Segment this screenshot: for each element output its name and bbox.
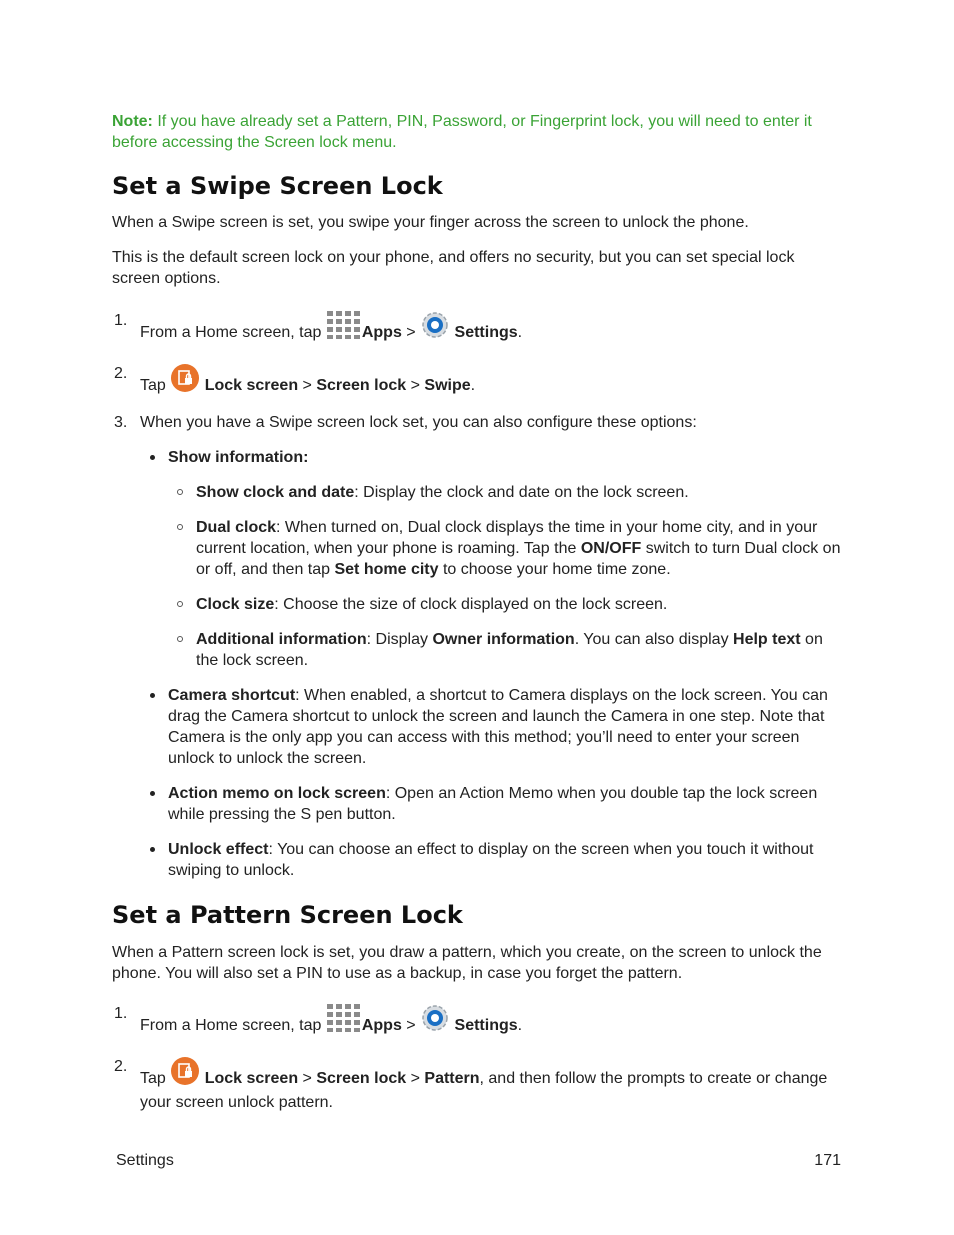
swipe-step-3: 3. When you have a Swipe screen lock set, you can also configure these options: xyxy=(114,414,697,431)
note-text: If you have already set a Pattern, PIN, Password, or Fingerprint lock, you will need to enter it before accessing the Screen lock menu. xyxy=(112,113,812,151)
apps-grid-icon xyxy=(326,310,362,346)
bullet-dot xyxy=(150,693,155,698)
settings-label: Settings xyxy=(454,1017,518,1034)
document-page xyxy=(112,111,844,1113)
step-number: 3. xyxy=(114,414,128,431)
settings-gear-icon xyxy=(420,1003,450,1039)
settings-label: Settings xyxy=(454,324,518,341)
footer-section: Settings xyxy=(116,1152,174,1169)
circle-bullet xyxy=(177,636,183,642)
swipe-para-1: When a Swipe screen is set, you swipe your finger across the screen to unlock the phone. xyxy=(112,214,749,231)
sub-bullet-clock-date: Show clock and date: Display the clock and date on the lock screen. xyxy=(112,482,844,503)
bullet-show-information: Show information: xyxy=(112,447,844,468)
pattern-heading: Set a Pattern Screen Lock xyxy=(112,901,463,929)
step-number: 2. xyxy=(114,1058,128,1075)
swipe-step-1: 1. From a Home screen, tap Apps > Settings. xyxy=(112,310,844,346)
step-number: 2. xyxy=(114,365,128,382)
swipe-step-2: 2. Tap Lock screen > Screen lock > Swipe. xyxy=(112,363,844,399)
sub-bullet-additional-info: Additional information: Display Owner information. You can also display Help text on the lock screen. xyxy=(112,629,844,671)
apps-label: Apps xyxy=(361,1017,402,1034)
bullet-dot xyxy=(150,455,155,460)
lock-screen-icon xyxy=(170,363,200,399)
step-number: 1. xyxy=(114,312,128,329)
swipe-heading: Set a Swipe Screen Lock xyxy=(112,172,443,200)
bullet-dot xyxy=(150,791,155,796)
circle-bullet xyxy=(177,489,183,495)
pattern-step-1: 1. From a Home screen, tap Apps > Settings. xyxy=(112,1003,844,1039)
apps-grid-icon xyxy=(326,1003,362,1039)
sub-bullet-clock-size: Clock size: Choose the size of clock displayed on the lock screen. xyxy=(112,594,844,615)
step-number: 1. xyxy=(114,1005,128,1022)
pattern-step-2: 2. Tap Lock screen > Screen lock > Pattern, and then follow the prompts to create or change your screen unlock pattern. xyxy=(114,1058,828,1111)
note xyxy=(112,111,844,153)
pattern-para-1: When a Pattern screen lock is set, you draw a pattern, which you create, on the screen to unlock the phone. You will also set a PIN to use as a backup, in case you forget the pattern. xyxy=(112,944,822,982)
circle-bullet xyxy=(177,601,183,607)
swipe-para-2: This is the default screen lock on your phone, and offers no security, but you can set special lock screen options. xyxy=(112,249,795,287)
page-number: 171 xyxy=(814,1152,841,1169)
apps-label: Apps xyxy=(361,324,402,341)
note-label: Note: xyxy=(112,113,153,130)
bullet-action-memo: Action memo on lock screen: Open an Action Memo when you double tap the lock screen while pressing the S pen button. xyxy=(112,783,844,825)
bullet-unlock-effect: Unlock effect: You can choose an effect to display on the screen when you touch it without swiping to unlock. xyxy=(112,839,844,881)
bullet-dot xyxy=(150,847,155,852)
circle-bullet xyxy=(177,524,183,530)
bullet-camera-shortcut: Camera shortcut: When enabled, a shortcut to Camera displays on the lock screen. You can drag the Camera shortcut to unlock the screen and launch the Camera in one step. Note that Camera is the only app you can access with this method; you’ll need to enter your screen unlock to unlock the screen. xyxy=(112,685,844,769)
lock-screen-icon xyxy=(170,1056,200,1092)
sub-bullet-dual-clock: Dual clock: When turned on, Dual clock displays the time in your home city, and in your current location, when your phone is roaming. Tap the ON/OFF switch to turn Dual clock on or off, and then tap Set home city to choose your home time zone. xyxy=(112,517,844,580)
page-footer xyxy=(116,1150,841,1171)
settings-gear-icon xyxy=(420,310,450,346)
